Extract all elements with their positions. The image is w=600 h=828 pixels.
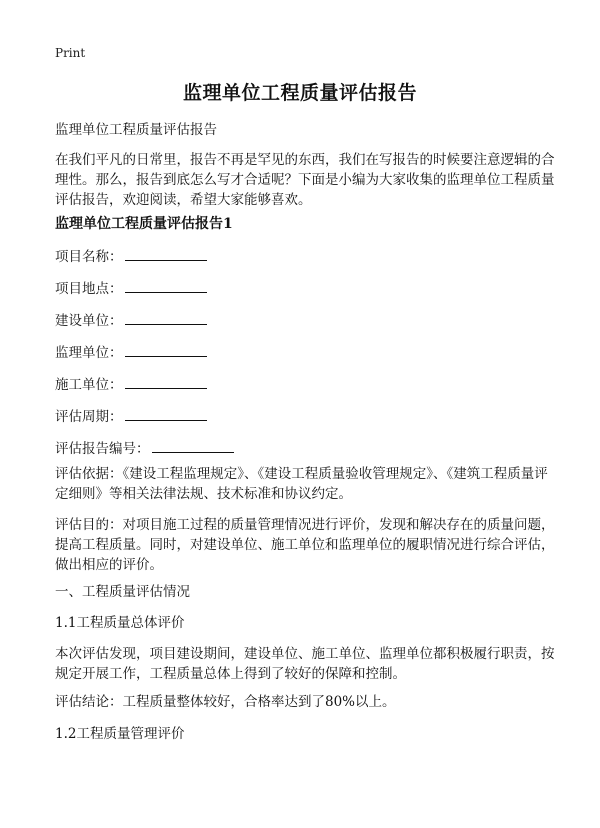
field-label: 项目地点：: [55, 281, 123, 297]
blank-line: [152, 438, 234, 453]
field-project-location: [55, 278, 207, 299]
field-builder-unit: [55, 374, 207, 395]
intro-paragraph: 在我们平凡的日常里，报告不再是罕见的东西，我们在写报告的时候要注意逻辑的合理性。那么，报告到底怎么写才合适呢？下面是小编为大家收集的监理单位工程质量评估报告，欢迎阅读，希望大家能够喜欢。: [55, 152, 555, 208]
field-evaluation-period: [55, 406, 207, 427]
blank-line: [125, 342, 207, 357]
blank-line: [125, 278, 207, 293]
field-label: 建设单位：: [55, 313, 123, 329]
print-link[interactable]: Print: [55, 46, 86, 60]
field-label: 评估报告编号：: [55, 441, 150, 457]
blank-line: [125, 310, 207, 325]
field-report-number: [55, 438, 234, 459]
document-subtitle: 监理单位工程质量评估报告: [55, 122, 217, 138]
field-supervision-unit: [55, 342, 207, 363]
overall-evaluation-paragraph: 本次评估发现，项目建设期间，建设单位、施工单位、监理单位都积极履行职责，按规定开展工作，工程质量总体上得到了较好的保障和控制。: [55, 646, 555, 682]
heading-overall-evaluation: 1.1工程质量总体评价: [55, 615, 185, 631]
document-title: 监理单位工程质量评估报告: [182, 82, 417, 104]
blank-line: [125, 406, 207, 421]
purpose-paragraph: 评估目的：对项目施工过程的质量管理情况进行评价，发现和解决存在的质量问题，提高工程质量。同时，对建设单位、施工单位和监理单位的履职情况进行综合评估，做出相应的评价。: [55, 517, 555, 573]
heading-quality-management: 1.2工程质量管理评价: [55, 726, 185, 742]
blank-line: [125, 374, 207, 389]
section-heading: 监理单位工程质量评估报告1: [55, 216, 233, 232]
field-label: 监理单位：: [55, 345, 123, 361]
heading-quality-evaluation: 一、工程质量评估情况: [55, 584, 190, 600]
field-label: 项目名称：: [55, 249, 123, 265]
conclusion-paragraph: 评估结论：工程质量整体较好，合格率达到了80%以上。: [55, 694, 396, 710]
field-project-name: [55, 246, 207, 267]
field-label: 施工单位：: [55, 377, 123, 393]
field-construction-unit: [55, 310, 207, 331]
blank-line: [125, 246, 207, 261]
field-label: 评估周期：: [55, 409, 123, 425]
basis-paragraph: 评估依据：《建设工程监理规定》、《建设工程质量验收管理规定》、《建筑工程质量评定细则》等相关法律法规、技术标准和协议约定。: [55, 466, 548, 502]
